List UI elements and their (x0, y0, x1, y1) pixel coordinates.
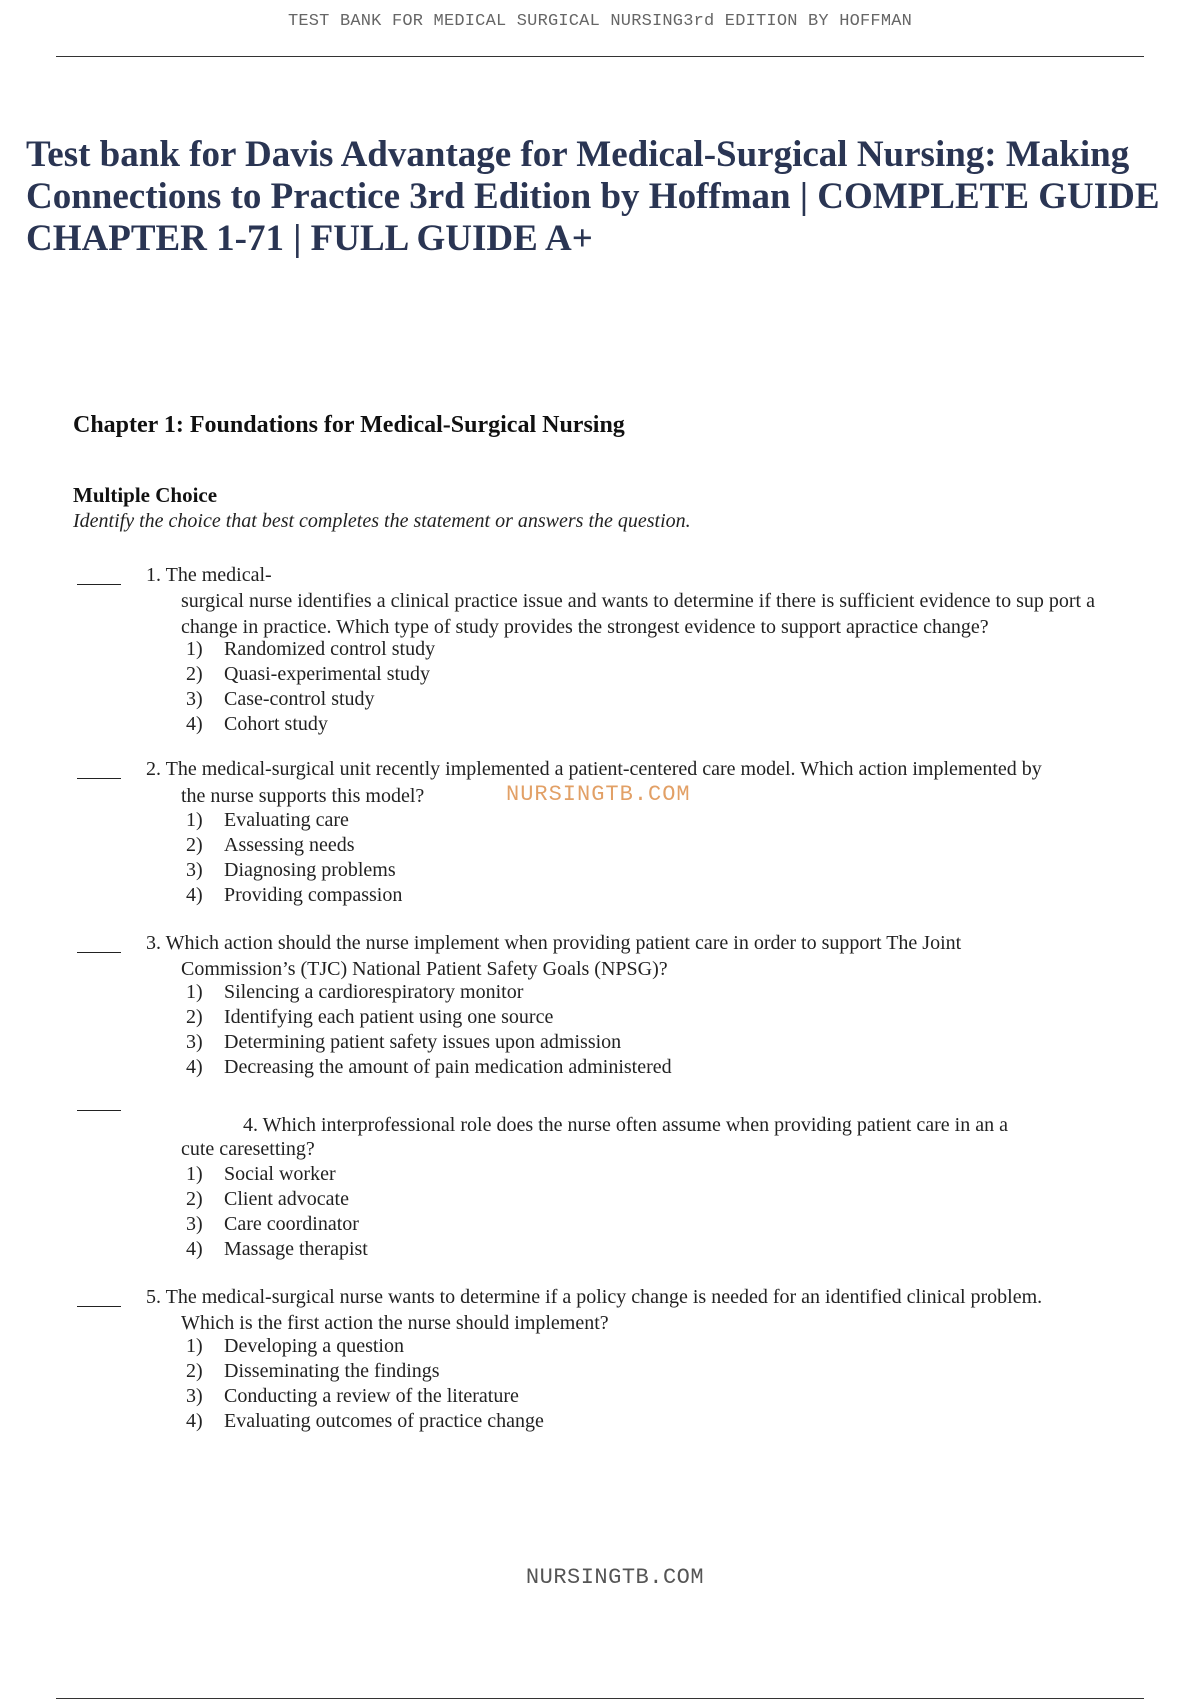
answer-blank[interactable] (77, 952, 121, 953)
answer-option[interactable] (186, 1055, 672, 1080)
option-number: 2) (186, 663, 203, 685)
option-text: Assessing needs (224, 834, 355, 856)
option-text: Quasi-experimental study (224, 663, 431, 685)
running-header: TEST BANK FOR MEDICAL SURGICAL NURSING3rd EDITION BY HOFFMAN (287, 12, 913, 31)
option-number: 1) (186, 809, 203, 831)
answer-option[interactable] (186, 858, 402, 883)
instructions-text: Identify the choice that best completes the statement or answers the question. (73, 510, 691, 532)
option-text: Case-control study (224, 688, 375, 710)
option-number: 1) (186, 1163, 203, 1185)
answer-option[interactable] (186, 1237, 368, 1262)
option-number: 4) (186, 713, 203, 735)
option-number: 4) (186, 1056, 203, 1078)
option-text: Identifying each patient using one source (224, 1006, 554, 1028)
answer-option[interactable] (186, 1359, 544, 1384)
option-number: 1) (186, 981, 203, 1003)
answer-options (186, 1162, 368, 1262)
answer-option[interactable] (186, 1187, 368, 1212)
document-title: Test bank for Davis Advantage for Medical-Surgical Nursing: Making Connections to Practice 3rd Edition by Hoffman | COMPLETE GUIDE CHAPTER 1-71 | FULL GUIDE A+ (26, 134, 1160, 259)
option-text: Diagnosing problems (224, 859, 396, 881)
answer-blank[interactable] (77, 584, 121, 585)
question-stem: cute caresetting? (181, 1138, 315, 1160)
option-number: 2) (186, 1360, 203, 1382)
question-stem-first-line: 3. Which action should the nurse implement when providing patient care in order to support The Joint (146, 932, 962, 954)
answer-options (186, 980, 672, 1080)
option-number: 3) (186, 1385, 203, 1407)
question-stem-first-line: 4. Which interprofessional role does the nurse often assume when providing patient care in an a (243, 1114, 1008, 1136)
option-text: Evaluating outcomes of practice change (224, 1410, 544, 1432)
answer-blank[interactable] (77, 1306, 121, 1307)
answer-option[interactable] (186, 883, 402, 908)
option-number: 4) (186, 1410, 203, 1432)
option-text: Evaluating care (224, 809, 349, 831)
answer-option[interactable] (186, 637, 435, 662)
option-text: Social worker (224, 1163, 336, 1185)
section-heading: Multiple Choice (73, 483, 218, 507)
option-text: Care coordinator (224, 1213, 359, 1235)
answer-option[interactable] (186, 1334, 544, 1359)
answer-option[interactable] (186, 1409, 544, 1434)
option-number: 2) (186, 834, 203, 856)
option-number: 3) (186, 1213, 203, 1235)
answer-option[interactable] (186, 833, 402, 858)
option-number: 3) (186, 859, 203, 881)
chapter-title: Chapter 1: Foundations for Medical-Surgical Nursing (73, 412, 625, 438)
option-text: Disseminating the findings (224, 1360, 440, 1382)
question-stem-first-line: 1. The medical- (146, 564, 272, 586)
answer-blank[interactable] (77, 778, 121, 779)
header-rule (56, 56, 1144, 57)
option-number: 3) (186, 1031, 203, 1053)
option-number: 4) (186, 1238, 203, 1260)
option-text: Randomized control study (224, 638, 436, 660)
option-text: Determining patient safety issues upon admission (224, 1031, 622, 1053)
answer-option[interactable] (186, 1005, 672, 1030)
answer-blank[interactable] (77, 1110, 121, 1111)
option-text: Conducting a review of the literature (224, 1385, 519, 1407)
answer-option[interactable] (186, 662, 435, 687)
answer-options (186, 808, 402, 908)
option-text: Client advocate (224, 1188, 349, 1210)
option-text: Cohort study (224, 713, 328, 735)
option-text: Decreasing the amount of pain medication administered (224, 1056, 672, 1078)
watermark-text: NURSINGTB.COM (506, 782, 691, 807)
option-text: Developing a question (224, 1335, 404, 1357)
answer-option[interactable] (186, 1384, 544, 1409)
option-number: 2) (186, 1188, 203, 1210)
option-number: 2) (186, 1006, 203, 1028)
answer-option[interactable] (186, 1030, 672, 1055)
answer-option[interactable] (186, 808, 402, 833)
option-number: 1) (186, 1335, 203, 1357)
option-number: 1) (186, 638, 203, 660)
answer-options (186, 1334, 544, 1434)
footer-watermark: NURSINGTB.COM (525, 1565, 705, 1590)
option-number: 3) (186, 688, 203, 710)
question-stem: surgical nurse identifies a clinical practice issue and wants to determine if there is sufficient evidence to sup port a change in practice. Which type of study provides the strongest evidence to support apractice change? (181, 590, 1095, 638)
answer-option[interactable] (186, 1162, 368, 1187)
option-text: Massage therapist (224, 1238, 368, 1260)
question-stem-first-line: 5. The medical-surgical nurse wants to determine if a policy change is needed for an identified clinical problem. (146, 1286, 1043, 1308)
footer-rule (56, 1698, 1144, 1699)
question-stem: Which is the first action the nurse should implement? (181, 1312, 609, 1334)
option-text: Silencing a cardiorespiratory monitor (224, 981, 524, 1003)
option-number: 4) (186, 884, 203, 906)
answer-option[interactable] (186, 712, 435, 737)
answer-option[interactable] (186, 687, 435, 712)
option-text: Providing compassion (224, 884, 403, 906)
question-stem: Commission’s (TJC) National Patient Safety Goals (NPSG)? (181, 958, 668, 980)
question-stem: the nurse supports this model? (181, 785, 425, 807)
answer-options (186, 637, 435, 737)
answer-option[interactable] (186, 1212, 368, 1237)
answer-option[interactable] (186, 980, 672, 1005)
question-stem-first-line: 2. The medical-surgical unit recently implemented a patient-centered care model. Which action implemented by (146, 758, 1042, 780)
